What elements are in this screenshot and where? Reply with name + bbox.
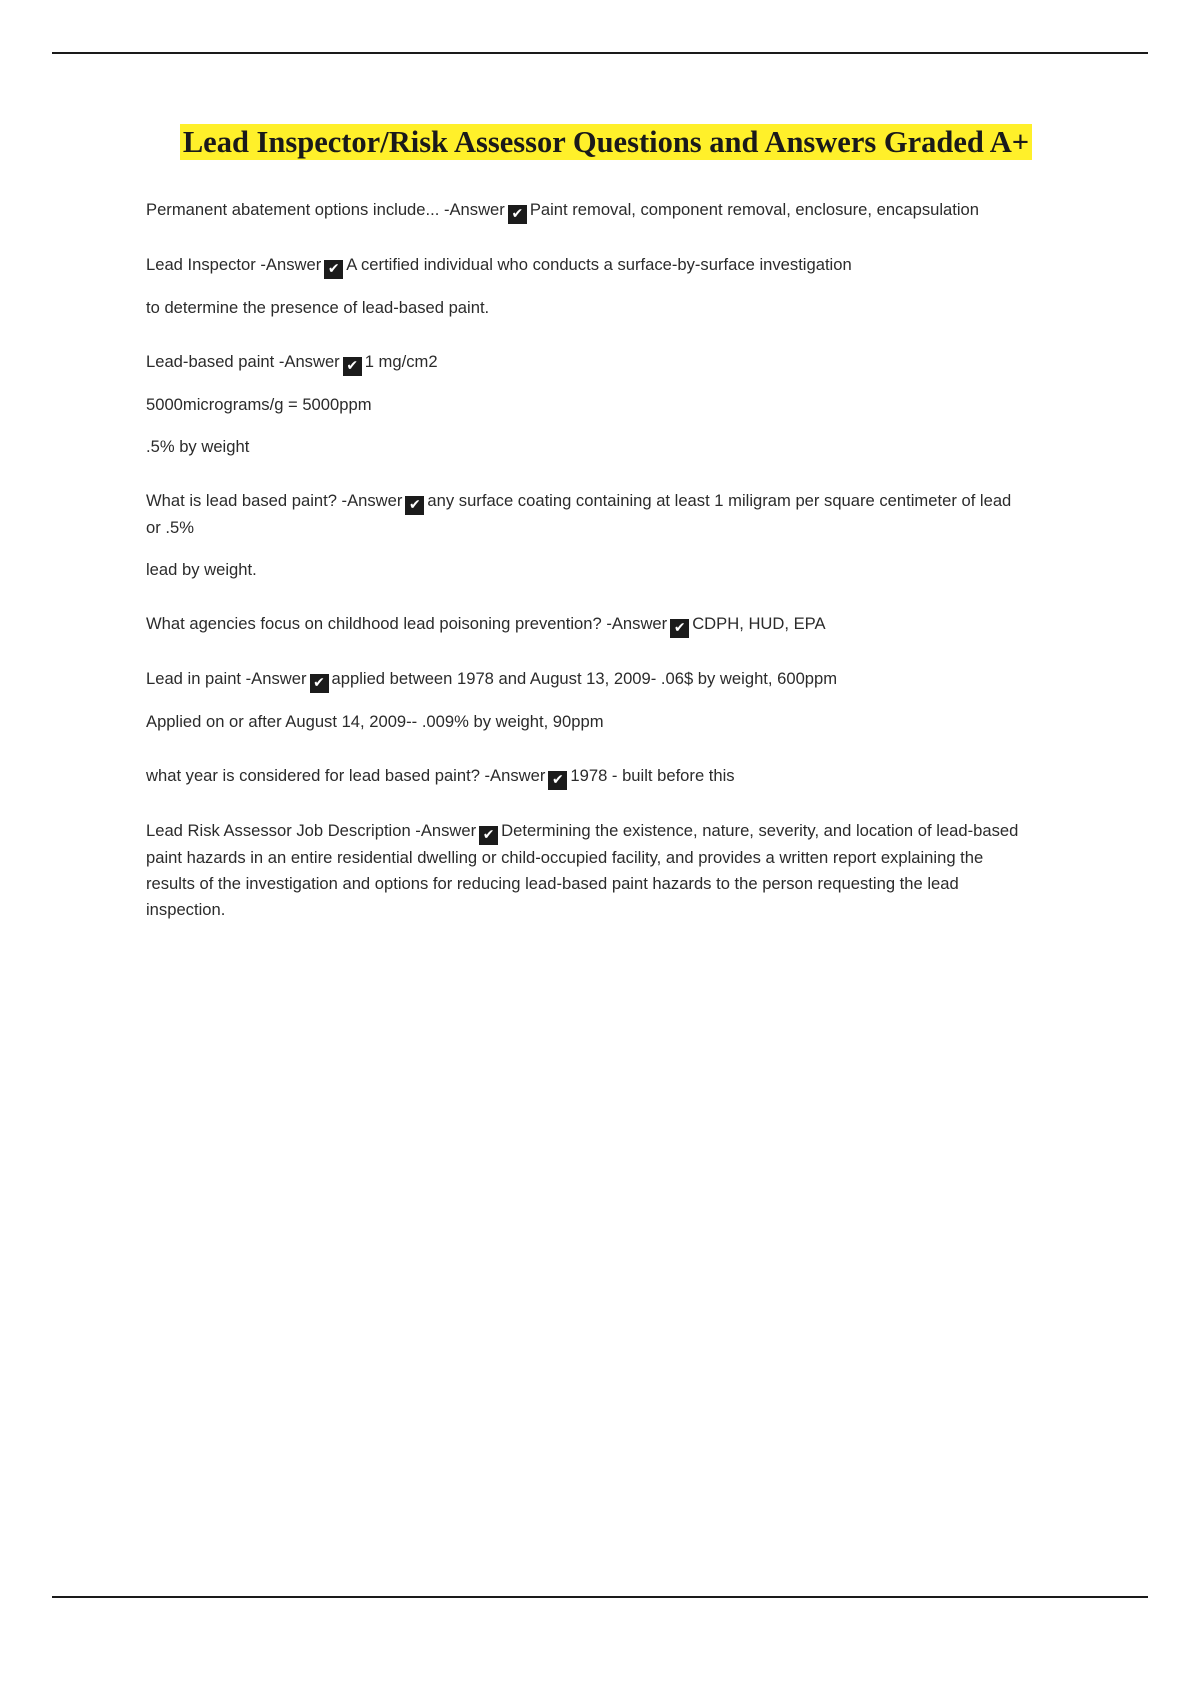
- qa-answer: 1978 - built before this: [570, 766, 735, 785]
- qa-block: [146, 763, 1066, 790]
- checkmark-icon: ✔: [508, 205, 527, 224]
- qa-block: [146, 488, 1066, 583]
- qa-line-continuation: to determine the presence of lead-based paint.: [146, 298, 490, 317]
- qa-block: [146, 197, 1066, 224]
- qa-answer: any surface coating containing at least 1 miligram per square centimeter of lead or .5%: [146, 491, 1012, 537]
- checkmark-icon: ✔: [343, 357, 362, 376]
- qa-answer: 1 mg/cm2: [364, 352, 438, 371]
- qa-question: Lead Risk Assessor Job Description -Answer: [146, 821, 477, 840]
- header-divider: [52, 52, 1148, 54]
- qa-line-continuation: Applied on or after August 14, 2009-- .009% by weight, 90ppm: [146, 712, 604, 731]
- checkmark-icon: ✔: [548, 771, 567, 790]
- footer-divider: [52, 1596, 1148, 1598]
- checkmark-icon: ✔: [310, 674, 329, 693]
- checkmark-icon: ✔: [324, 260, 343, 279]
- qa-answer: A certified individual who conducts a surface-by-surface investigation: [346, 255, 852, 274]
- qa-question: Lead-based paint -Answer: [146, 352, 340, 371]
- qa-block: [146, 666, 1066, 735]
- page-title-text: Lead Inspector/Risk Assessor Questions and Answers Graded A+: [180, 124, 1032, 160]
- qa-question: Permanent abatement options include... -Answer: [146, 200, 505, 219]
- qa-line: [146, 818, 1026, 923]
- qa-block: [146, 611, 1066, 638]
- qa-line: [146, 349, 1026, 376]
- qa-line: [146, 197, 1026, 224]
- qa-line: [146, 488, 1026, 541]
- qa-answer: applied between 1978 and August 13, 2009- .06$ by weight, 600ppm: [331, 669, 838, 688]
- qa-line: [146, 611, 1026, 638]
- checkmark-icon: ✔: [479, 826, 498, 845]
- qa-answer: Paint removal, component removal, enclosure, encapsulation: [529, 200, 980, 219]
- qa-line-continuation: .5% by weight: [146, 437, 250, 456]
- qa-answer: Determining the existence, nature, severity, and location of lead-based paint hazards in an entire residential dwelling or child-occupied facility, and provides a written report explaining the results of the investigation and options for reducing lead-based paint hazards to the person requesting the lead inspection.: [146, 821, 1019, 919]
- qa-line-continuation: 5000micrograms/g = 5000ppm: [146, 395, 372, 414]
- qa-line: [146, 763, 1026, 790]
- checkmark-icon: ✔: [405, 496, 424, 515]
- qa-question: Lead Inspector -Answer: [146, 255, 322, 274]
- qa-question: What agencies focus on childhood lead poisoning prevention? -Answer: [146, 614, 668, 633]
- qa-line-continuation: lead by weight.: [146, 560, 257, 579]
- qa-block: [146, 252, 1066, 321]
- qa-line: [146, 666, 1026, 693]
- qa-question: Lead in paint -Answer: [146, 669, 307, 688]
- qa-block: [146, 818, 1066, 923]
- page-title: [146, 122, 1066, 163]
- qa-question: What is lead based paint? -Answer: [146, 491, 403, 510]
- qa-line: [146, 252, 1026, 279]
- checkmark-icon: ✔: [670, 619, 689, 638]
- document-body: [146, 122, 1066, 951]
- qa-block: [146, 349, 1066, 460]
- qa-answer: CDPH, HUD, EPA: [692, 614, 826, 633]
- qa-question: what year is considered for lead based paint? -Answer: [146, 766, 546, 785]
